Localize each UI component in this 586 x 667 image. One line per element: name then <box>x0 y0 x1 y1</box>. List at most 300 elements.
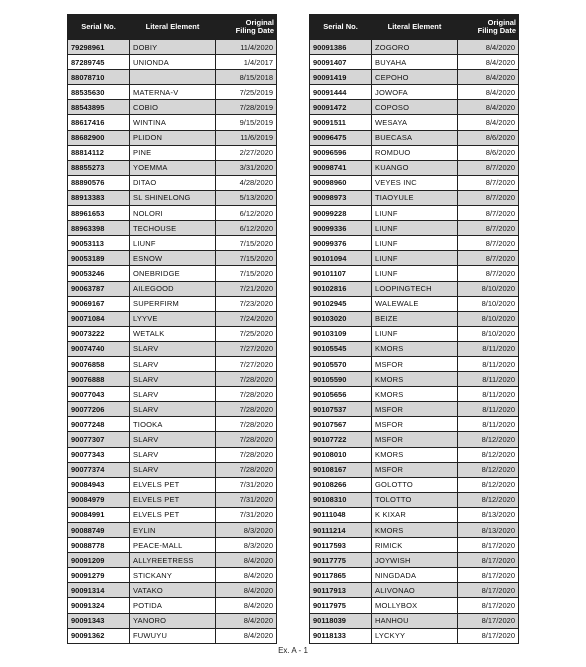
filing-date-cell: 7/15/2020 <box>216 251 277 266</box>
table-row <box>310 40 519 55</box>
filing-date-cell: 8/11/2020 <box>458 341 519 356</box>
serial-no-cell: 90071084 <box>68 311 130 326</box>
filing-date-header <box>458 15 519 40</box>
filing-date-cell: 8/10/2020 <box>458 296 519 311</box>
serial-no-header: Serial No. <box>68 15 130 40</box>
literal-element-cell: JOYWISH <box>372 553 458 568</box>
literal-element-cell: MSFOR <box>372 417 458 432</box>
serial-no-cell: 90091314 <box>68 583 130 598</box>
serial-no-cell: 90117913 <box>310 583 372 598</box>
serial-no-cell: 90108167 <box>310 462 372 477</box>
literal-element-cell: WESAYA <box>372 115 458 130</box>
table-row <box>310 507 519 522</box>
serial-no-cell: 90117593 <box>310 538 372 553</box>
filing-date-cell: 8/17/2020 <box>458 583 519 598</box>
table-body-right <box>310 40 519 644</box>
serial-no-cell: 90117775 <box>310 553 372 568</box>
serial-no-cell: 90099336 <box>310 221 372 236</box>
table-row <box>310 55 519 70</box>
filing-date-cell: 8/4/2020 <box>216 613 277 628</box>
table-row <box>68 477 277 492</box>
table-row <box>68 372 277 387</box>
table-row <box>68 628 277 643</box>
filing-date-cell: 7/25/2020 <box>216 326 277 341</box>
filing-date-cell: 7/31/2020 <box>216 492 277 507</box>
serial-no-cell: 90077206 <box>68 402 130 417</box>
literal-element-cell: MSFOR <box>372 462 458 477</box>
serial-no-cell: 90091419 <box>310 70 372 85</box>
table-row <box>310 251 519 266</box>
filing-date-cell: 9/15/2019 <box>216 115 277 130</box>
literal-element-cell: NOLORI <box>130 206 216 221</box>
filing-date-cell: 7/27/2020 <box>216 356 277 371</box>
literal-element-header: Literal Element <box>372 15 458 40</box>
filing-date-cell: 4/28/2020 <box>216 175 277 190</box>
filing-date-cell: 8/7/2020 <box>458 175 519 190</box>
literal-element-cell: COPOSO <box>372 100 458 115</box>
table-row <box>68 236 277 251</box>
table-row <box>68 85 277 100</box>
literal-element-cell: SLARV <box>130 372 216 387</box>
serial-no-cell: 90117975 <box>310 598 372 613</box>
literal-element-cell: ELVELS PET <box>130 507 216 522</box>
literal-element-cell: ROMDUO <box>372 145 458 160</box>
table-row <box>310 70 519 85</box>
serial-no-cell: 88814112 <box>68 145 130 160</box>
literal-element-cell: DITAO <box>130 175 216 190</box>
serial-no-cell: 90088749 <box>68 523 130 538</box>
filing-date-cell: 8/11/2020 <box>458 372 519 387</box>
table-row <box>68 311 277 326</box>
serial-no-cell: 90108310 <box>310 492 372 507</box>
serial-no-cell: 90098960 <box>310 175 372 190</box>
serial-no-cell: 90118133 <box>310 628 372 643</box>
filing-date-cell: 8/10/2020 <box>458 326 519 341</box>
filing-date-cell: 8/17/2020 <box>458 598 519 613</box>
filing-date-cell: 8/7/2020 <box>458 160 519 175</box>
filing-date-cell: 6/12/2020 <box>216 221 277 236</box>
filing-date-cell: 7/27/2020 <box>216 341 277 356</box>
literal-element-cell: LIUNF <box>372 206 458 221</box>
filing-date-header-line1: Original <box>487 18 516 27</box>
literal-element-cell: VEYES INC <box>372 175 458 190</box>
literal-element-cell: LIUNF <box>372 221 458 236</box>
table-row <box>310 296 519 311</box>
serial-no-cell: 90105656 <box>310 387 372 402</box>
filing-date-cell: 7/28/2020 <box>216 417 277 432</box>
filing-date-cell: 8/4/2020 <box>216 553 277 568</box>
table-row <box>68 417 277 432</box>
filing-date-header-line2: Filing Date <box>235 26 274 35</box>
filing-date-cell: 8/12/2020 <box>458 492 519 507</box>
literal-element-cell: PINE <box>130 145 216 160</box>
literal-element-cell: MSFOR <box>372 402 458 417</box>
filing-date-cell: 8/13/2020 <box>458 507 519 522</box>
table-row <box>68 251 277 266</box>
filing-date-cell: 7/28/2020 <box>216 372 277 387</box>
filing-date-cell: 8/6/2020 <box>458 145 519 160</box>
table-row <box>310 553 519 568</box>
filing-date-cell: 7/15/2020 <box>216 236 277 251</box>
filing-date-cell: 7/25/2019 <box>216 85 277 100</box>
table-row <box>310 568 519 583</box>
table-row <box>310 311 519 326</box>
table-row <box>310 160 519 175</box>
serial-no-cell: 90073222 <box>68 326 130 341</box>
serial-no-cell: 90077343 <box>68 447 130 462</box>
filing-date-cell: 8/11/2020 <box>458 417 519 432</box>
serial-no-cell: 90077374 <box>68 462 130 477</box>
filing-date-cell: 8/4/2020 <box>458 115 519 130</box>
filing-date-cell: 8/12/2020 <box>458 432 519 447</box>
table-row <box>68 175 277 190</box>
literal-element-cell: BEIZE <box>372 311 458 326</box>
serial-no-cell: 90108266 <box>310 477 372 492</box>
table-row <box>310 115 519 130</box>
serial-no-cell: 90105570 <box>310 356 372 371</box>
table-row <box>310 130 519 145</box>
filing-date-cell: 7/28/2020 <box>216 432 277 447</box>
serial-no-cell: 88543895 <box>68 100 130 115</box>
table-row <box>68 326 277 341</box>
table-row <box>68 130 277 145</box>
table-row <box>68 402 277 417</box>
literal-element-cell <box>130 70 216 85</box>
serial-no-cell: 90091511 <box>310 115 372 130</box>
serial-no-cell: 90091472 <box>310 100 372 115</box>
literal-element-cell: KMORS <box>372 372 458 387</box>
literal-element-cell: LIUNF <box>372 326 458 341</box>
literal-element-cell: ONEBRIDGE <box>130 266 216 281</box>
table-row <box>68 206 277 221</box>
serial-no-cell: 90098973 <box>310 190 372 205</box>
literal-element-cell: KMORS <box>372 341 458 356</box>
table-row <box>310 598 519 613</box>
table-row <box>68 296 277 311</box>
serial-no-cell: 88961653 <box>68 206 130 221</box>
literal-element-cell: HANHOU <box>372 613 458 628</box>
literal-element-cell: VATAKO <box>130 583 216 598</box>
literal-element-cell: LYYVE <box>130 311 216 326</box>
table-row <box>68 55 277 70</box>
serial-no-cell: 90084979 <box>68 492 130 507</box>
literal-element-cell: ALLYREETRESS <box>130 553 216 568</box>
table-row <box>310 628 519 643</box>
filing-date-cell: 8/12/2020 <box>458 447 519 462</box>
serial-no-cell: 90053246 <box>68 266 130 281</box>
table-row <box>310 613 519 628</box>
filing-date-cell: 8/10/2020 <box>458 311 519 326</box>
table-row <box>310 523 519 538</box>
filing-date-cell: 8/4/2020 <box>458 55 519 70</box>
table-row <box>68 553 277 568</box>
filing-date-cell: 8/13/2020 <box>458 523 519 538</box>
serial-no-cell: 90102945 <box>310 296 372 311</box>
literal-element-cell: RIMICK <box>372 538 458 553</box>
filing-date-cell: 8/7/2020 <box>458 190 519 205</box>
filing-date-cell: 8/7/2020 <box>458 206 519 221</box>
filing-date-cell: 11/4/2020 <box>216 40 277 55</box>
filing-date-cell: 7/24/2020 <box>216 311 277 326</box>
serial-no-cell: 88617416 <box>68 115 130 130</box>
table-row <box>310 417 519 432</box>
filing-date-cell: 7/28/2020 <box>216 387 277 402</box>
filing-date-cell: 3/31/2020 <box>216 160 277 175</box>
filing-date-cell: 7/28/2020 <box>216 447 277 462</box>
literal-element-cell: EYLIN <box>130 523 216 538</box>
table-row <box>68 492 277 507</box>
filing-date-cell: 7/28/2020 <box>216 402 277 417</box>
table-row <box>68 523 277 538</box>
trademark-table-right <box>309 14 519 644</box>
literal-element-cell: MSFOR <box>372 356 458 371</box>
table-row <box>68 538 277 553</box>
literal-element-cell: ESNOW <box>130 251 216 266</box>
table-row <box>68 281 277 296</box>
serial-no-cell: 90117865 <box>310 568 372 583</box>
table-row <box>310 145 519 160</box>
literal-element-cell: TOLOTTO <box>372 492 458 507</box>
literal-element-cell: UNIONDA <box>130 55 216 70</box>
table-row <box>310 236 519 251</box>
serial-no-cell: 88078710 <box>68 70 130 85</box>
literal-element-header: Literal Element <box>130 15 216 40</box>
serial-no-cell: 90063787 <box>68 281 130 296</box>
literal-element-cell: SLARV <box>130 356 216 371</box>
filing-date-cell: 8/17/2020 <box>458 568 519 583</box>
serial-no-cell: 90108010 <box>310 447 372 462</box>
table-row <box>310 432 519 447</box>
filing-date-cell: 8/7/2020 <box>458 221 519 236</box>
serial-no-header: Serial No. <box>310 15 372 40</box>
serial-no-cell: 87289745 <box>68 55 130 70</box>
literal-element-cell: DOBIY <box>130 40 216 55</box>
filing-date-cell: 7/21/2020 <box>216 281 277 296</box>
literal-element-cell: YANORO <box>130 613 216 628</box>
serial-no-cell: 90107537 <box>310 402 372 417</box>
serial-no-cell: 90088778 <box>68 538 130 553</box>
table-row <box>68 583 277 598</box>
serial-no-cell: 90099228 <box>310 206 372 221</box>
table-row <box>310 447 519 462</box>
table-row <box>310 356 519 371</box>
literal-element-cell: KMORS <box>372 523 458 538</box>
literal-element-cell: BUYAHA <box>372 55 458 70</box>
filing-date-cell: 8/4/2020 <box>216 583 277 598</box>
filing-date-cell: 2/27/2020 <box>216 145 277 160</box>
table-row <box>310 326 519 341</box>
table-row <box>310 206 519 221</box>
serial-no-cell: 88535630 <box>68 85 130 100</box>
serial-no-cell: 90053113 <box>68 236 130 251</box>
table-row <box>68 266 277 281</box>
literal-element-cell: SLARV <box>130 402 216 417</box>
serial-no-cell: 90098741 <box>310 160 372 175</box>
filing-date-cell: 1/4/2017 <box>216 55 277 70</box>
table-row <box>68 190 277 205</box>
filing-date-cell: 8/17/2020 <box>458 553 519 568</box>
literal-element-cell: STICKANY <box>130 568 216 583</box>
literal-element-cell: ELVELS PET <box>130 492 216 507</box>
serial-no-cell: 90084991 <box>68 507 130 522</box>
literal-element-cell: AILEGOOD <box>130 281 216 296</box>
literal-element-cell: ZOGORO <box>372 40 458 55</box>
filing-date-cell: 8/17/2020 <box>458 613 519 628</box>
serial-no-cell: 90091444 <box>310 85 372 100</box>
table-row <box>310 402 519 417</box>
literal-element-cell: KMORS <box>372 387 458 402</box>
literal-element-cell: MOLLYBOX <box>372 598 458 613</box>
literal-element-cell: LYCKYY <box>372 628 458 643</box>
serial-no-cell: 90103109 <box>310 326 372 341</box>
filing-date-cell: 7/23/2020 <box>216 296 277 311</box>
serial-no-cell: 90101107 <box>310 266 372 281</box>
filing-date-cell: 8/12/2020 <box>458 462 519 477</box>
serial-no-cell: 90096475 <box>310 130 372 145</box>
literal-element-cell: PLIDON <box>130 130 216 145</box>
table-row <box>310 281 519 296</box>
literal-element-cell: WINTINA <box>130 115 216 130</box>
table-row <box>68 462 277 477</box>
serial-no-cell: 90102816 <box>310 281 372 296</box>
literal-element-cell: SLARV <box>130 447 216 462</box>
literal-element-cell: GOLOTTO <box>372 477 458 492</box>
table-row <box>310 175 519 190</box>
filing-date-cell: 8/17/2020 <box>458 538 519 553</box>
serial-no-cell: 90077307 <box>68 432 130 447</box>
literal-element-cell: SLARV <box>130 432 216 447</box>
table-row <box>68 387 277 402</box>
literal-element-cell: MSFOR <box>372 432 458 447</box>
filing-date-cell: 8/6/2020 <box>458 130 519 145</box>
filing-date-cell: 6/12/2020 <box>216 206 277 221</box>
serial-no-cell: 88913383 <box>68 190 130 205</box>
filing-date-cell: 7/31/2020 <box>216 477 277 492</box>
literal-element-cell: WALEWALE <box>372 296 458 311</box>
literal-element-cell: SLARV <box>130 387 216 402</box>
table-row <box>310 266 519 281</box>
literal-element-cell: BUECASA <box>372 130 458 145</box>
table-row <box>310 538 519 553</box>
filing-date-cell: 7/31/2020 <box>216 507 277 522</box>
serial-no-cell: 90076858 <box>68 356 130 371</box>
literal-element-cell: SLARV <box>130 462 216 477</box>
filing-date-cell: 8/4/2020 <box>458 85 519 100</box>
table-row <box>68 40 277 55</box>
serial-no-cell: 90099376 <box>310 236 372 251</box>
literal-element-cell: LIUNF <box>372 251 458 266</box>
table-row <box>68 160 277 175</box>
filing-date-cell: 8/4/2020 <box>458 40 519 55</box>
filing-date-cell: 8/3/2020 <box>216 538 277 553</box>
literal-element-cell: MATERNA-V <box>130 85 216 100</box>
table-row <box>310 85 519 100</box>
serial-no-cell: 90091209 <box>68 553 130 568</box>
serial-no-cell: 90084943 <box>68 477 130 492</box>
table-row <box>310 462 519 477</box>
literal-element-cell: SL SHINELONG <box>130 190 216 205</box>
serial-no-cell: 90107567 <box>310 417 372 432</box>
table-row <box>68 447 277 462</box>
literal-element-cell: KMORS <box>372 447 458 462</box>
serial-no-cell: 90076888 <box>68 372 130 387</box>
literal-element-cell: KUANGO <box>372 160 458 175</box>
serial-no-cell: 88855273 <box>68 160 130 175</box>
literal-element-cell: YOEMMA <box>130 160 216 175</box>
literal-element-cell: CEPOHO <box>372 70 458 85</box>
filing-date-cell: 8/4/2020 <box>216 598 277 613</box>
literal-element-cell: TIAOYULE <box>372 190 458 205</box>
literal-element-cell: LOOPINGTECH <box>372 281 458 296</box>
serial-no-cell: 90074740 <box>68 341 130 356</box>
literal-element-cell: SLARV <box>130 341 216 356</box>
literal-element-cell: WETALK <box>130 326 216 341</box>
filing-date-cell: 8/11/2020 <box>458 387 519 402</box>
header-row <box>68 15 277 40</box>
table-row <box>68 221 277 236</box>
serial-no-cell: 88963398 <box>68 221 130 236</box>
table-row <box>68 145 277 160</box>
literal-element-cell: LIUNF <box>130 236 216 251</box>
serial-no-cell: 90091386 <box>310 40 372 55</box>
table-row <box>68 613 277 628</box>
filing-date-cell: 8/7/2020 <box>458 266 519 281</box>
filing-date-cell: 8/7/2020 <box>458 236 519 251</box>
filing-date-cell: 11/6/2019 <box>216 130 277 145</box>
serial-no-cell: 90105590 <box>310 372 372 387</box>
literal-element-cell: PEACE-MALL <box>130 538 216 553</box>
serial-no-cell: 88890576 <box>68 175 130 190</box>
filing-date-cell: 8/10/2020 <box>458 281 519 296</box>
table-row <box>310 492 519 507</box>
filing-date-cell: 8/4/2020 <box>216 568 277 583</box>
filing-date-cell: 8/11/2020 <box>458 356 519 371</box>
serial-no-cell: 90111214 <box>310 523 372 538</box>
literal-element-cell: LIUNF <box>372 236 458 251</box>
serial-no-cell: 90091324 <box>68 598 130 613</box>
literal-element-cell: LIUNF <box>372 266 458 281</box>
serial-no-cell: 90069167 <box>68 296 130 311</box>
table-row <box>68 568 277 583</box>
filing-date-cell: 8/17/2020 <box>458 628 519 643</box>
serial-no-cell: 90111048 <box>310 507 372 522</box>
filing-date-cell: 7/28/2019 <box>216 100 277 115</box>
serial-no-cell: 90091279 <box>68 568 130 583</box>
filing-date-cell: 8/7/2020 <box>458 251 519 266</box>
filing-date-header-line1: Original <box>245 18 274 27</box>
table-row <box>310 190 519 205</box>
table-row <box>310 221 519 236</box>
literal-element-cell: ALIVONAO <box>372 583 458 598</box>
serial-no-cell: 90101094 <box>310 251 372 266</box>
literal-element-cell: POTIDA <box>130 598 216 613</box>
table-row <box>310 583 519 598</box>
filing-date-cell: 7/28/2020 <box>216 462 277 477</box>
table-row <box>68 341 277 356</box>
literal-element-cell: SUPERFIRM <box>130 296 216 311</box>
literal-element-cell: TIOOKA <box>130 417 216 432</box>
trademark-table-left <box>67 14 277 644</box>
literal-element-cell: TECHOUSE <box>130 221 216 236</box>
serial-no-cell: 79298961 <box>68 40 130 55</box>
serial-no-cell: 90105545 <box>310 341 372 356</box>
table-row <box>310 372 519 387</box>
literal-element-cell: COBIO <box>130 100 216 115</box>
table-row <box>310 100 519 115</box>
header-row <box>310 15 519 40</box>
serial-no-cell: 90091407 <box>310 55 372 70</box>
filing-date-cell: 8/4/2020 <box>458 100 519 115</box>
